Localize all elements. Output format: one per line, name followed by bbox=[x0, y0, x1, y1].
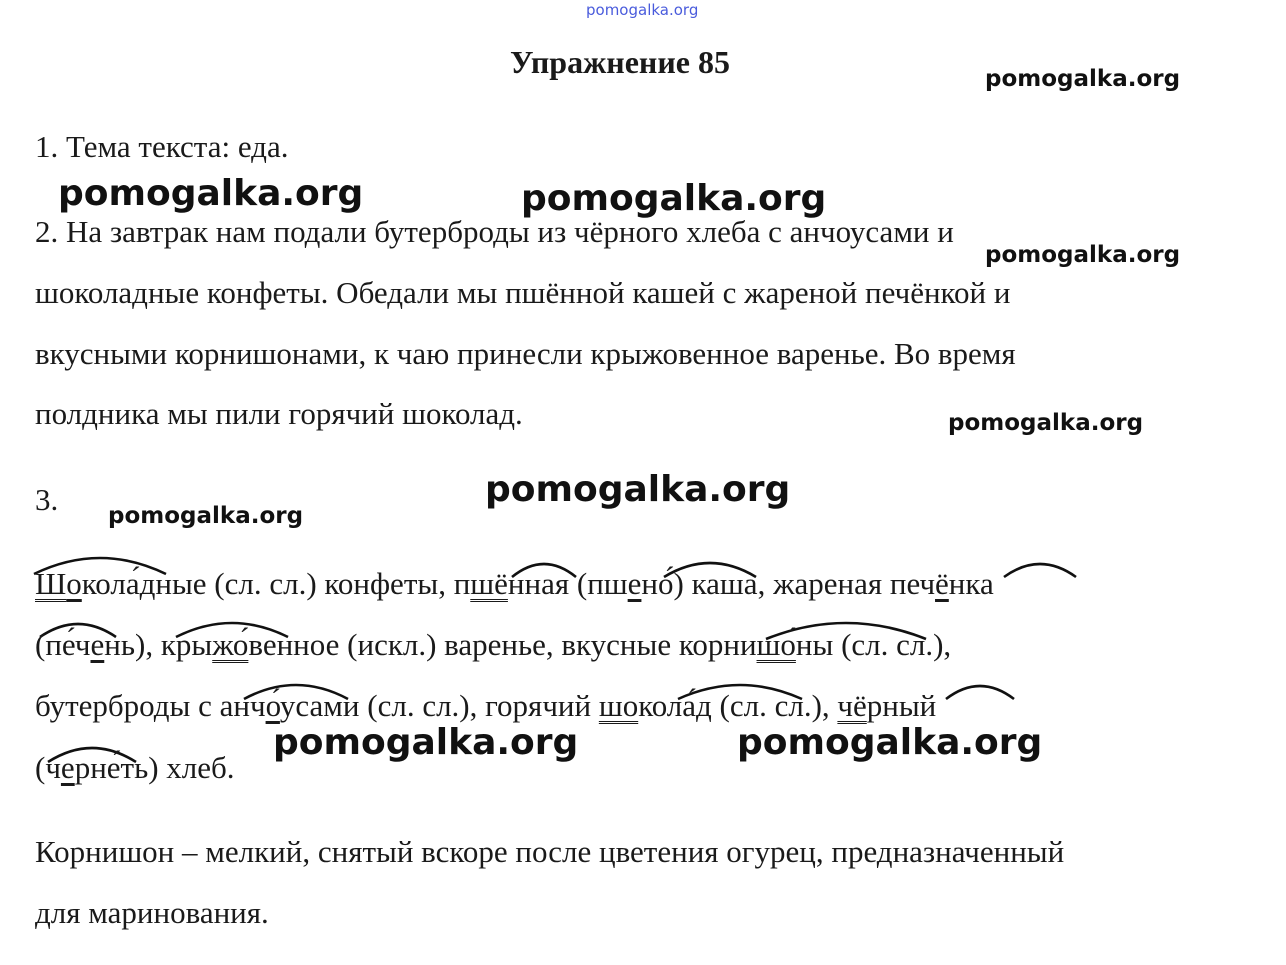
task-2-line-3: вкусными корнишонами, к чаю принесли крыжовенное варенье. Во время bbox=[35, 336, 1016, 371]
task-2-line-4: полдника мы пили горячий шоколад. bbox=[35, 396, 523, 431]
root-arc-icon bbox=[1000, 555, 1080, 581]
task-2-line-2: шоколадные конфеты. Обедали мы пшённой кашей с жареной печёнкой и bbox=[35, 275, 1011, 310]
watermark: pomogalka.org bbox=[485, 469, 791, 510]
definition-line-1: Корнишон – мелкий, снятый вскоре после цветения огурец, предназначенный bbox=[35, 834, 1065, 869]
task-3-label: 3. bbox=[35, 482, 59, 517]
analysis-line-3: бутерброды с анчо́усами (сл. сл.), горячий шокола́д (сл. сл.), чёрный bbox=[35, 688, 937, 723]
watermark: pomogalka.org bbox=[108, 503, 304, 529]
watermark: pomogalka.org bbox=[737, 722, 1043, 763]
watermark: pomogalka.org bbox=[273, 722, 579, 763]
root-arc-icon bbox=[942, 677, 1018, 703]
analysis-line-4: (черне́ть) хлеб. bbox=[35, 750, 235, 785]
watermark-top: pomogalka.org bbox=[586, 1, 699, 19]
analysis-line-1: Шокола́дные (сл. сл.) конфеты, пшённая (пшено́) каша, жареная печёнка bbox=[35, 566, 994, 601]
watermark: pomogalka.org bbox=[985, 66, 1181, 92]
definition-line-2: для маринования. bbox=[35, 895, 269, 930]
watermark: pomogalka.org bbox=[948, 410, 1144, 436]
task-1-text: 1. Тема текста: еда. bbox=[35, 129, 289, 164]
analysis-line-2: (пе́чень), крыжо́венное (искл.) варенье, вкусные корнишо́ны (сл. сл.), bbox=[35, 627, 952, 662]
watermark: pomogalka.org bbox=[985, 242, 1181, 268]
watermark: pomogalka.org bbox=[521, 178, 827, 219]
page-title: Упражнение 85 bbox=[509, 44, 730, 80]
task-2-line-1: 2. На завтрак нам подали бутерброды из чёрного хлеба с анчоусами и bbox=[35, 214, 954, 249]
watermark: pomogalka.org bbox=[58, 173, 364, 214]
